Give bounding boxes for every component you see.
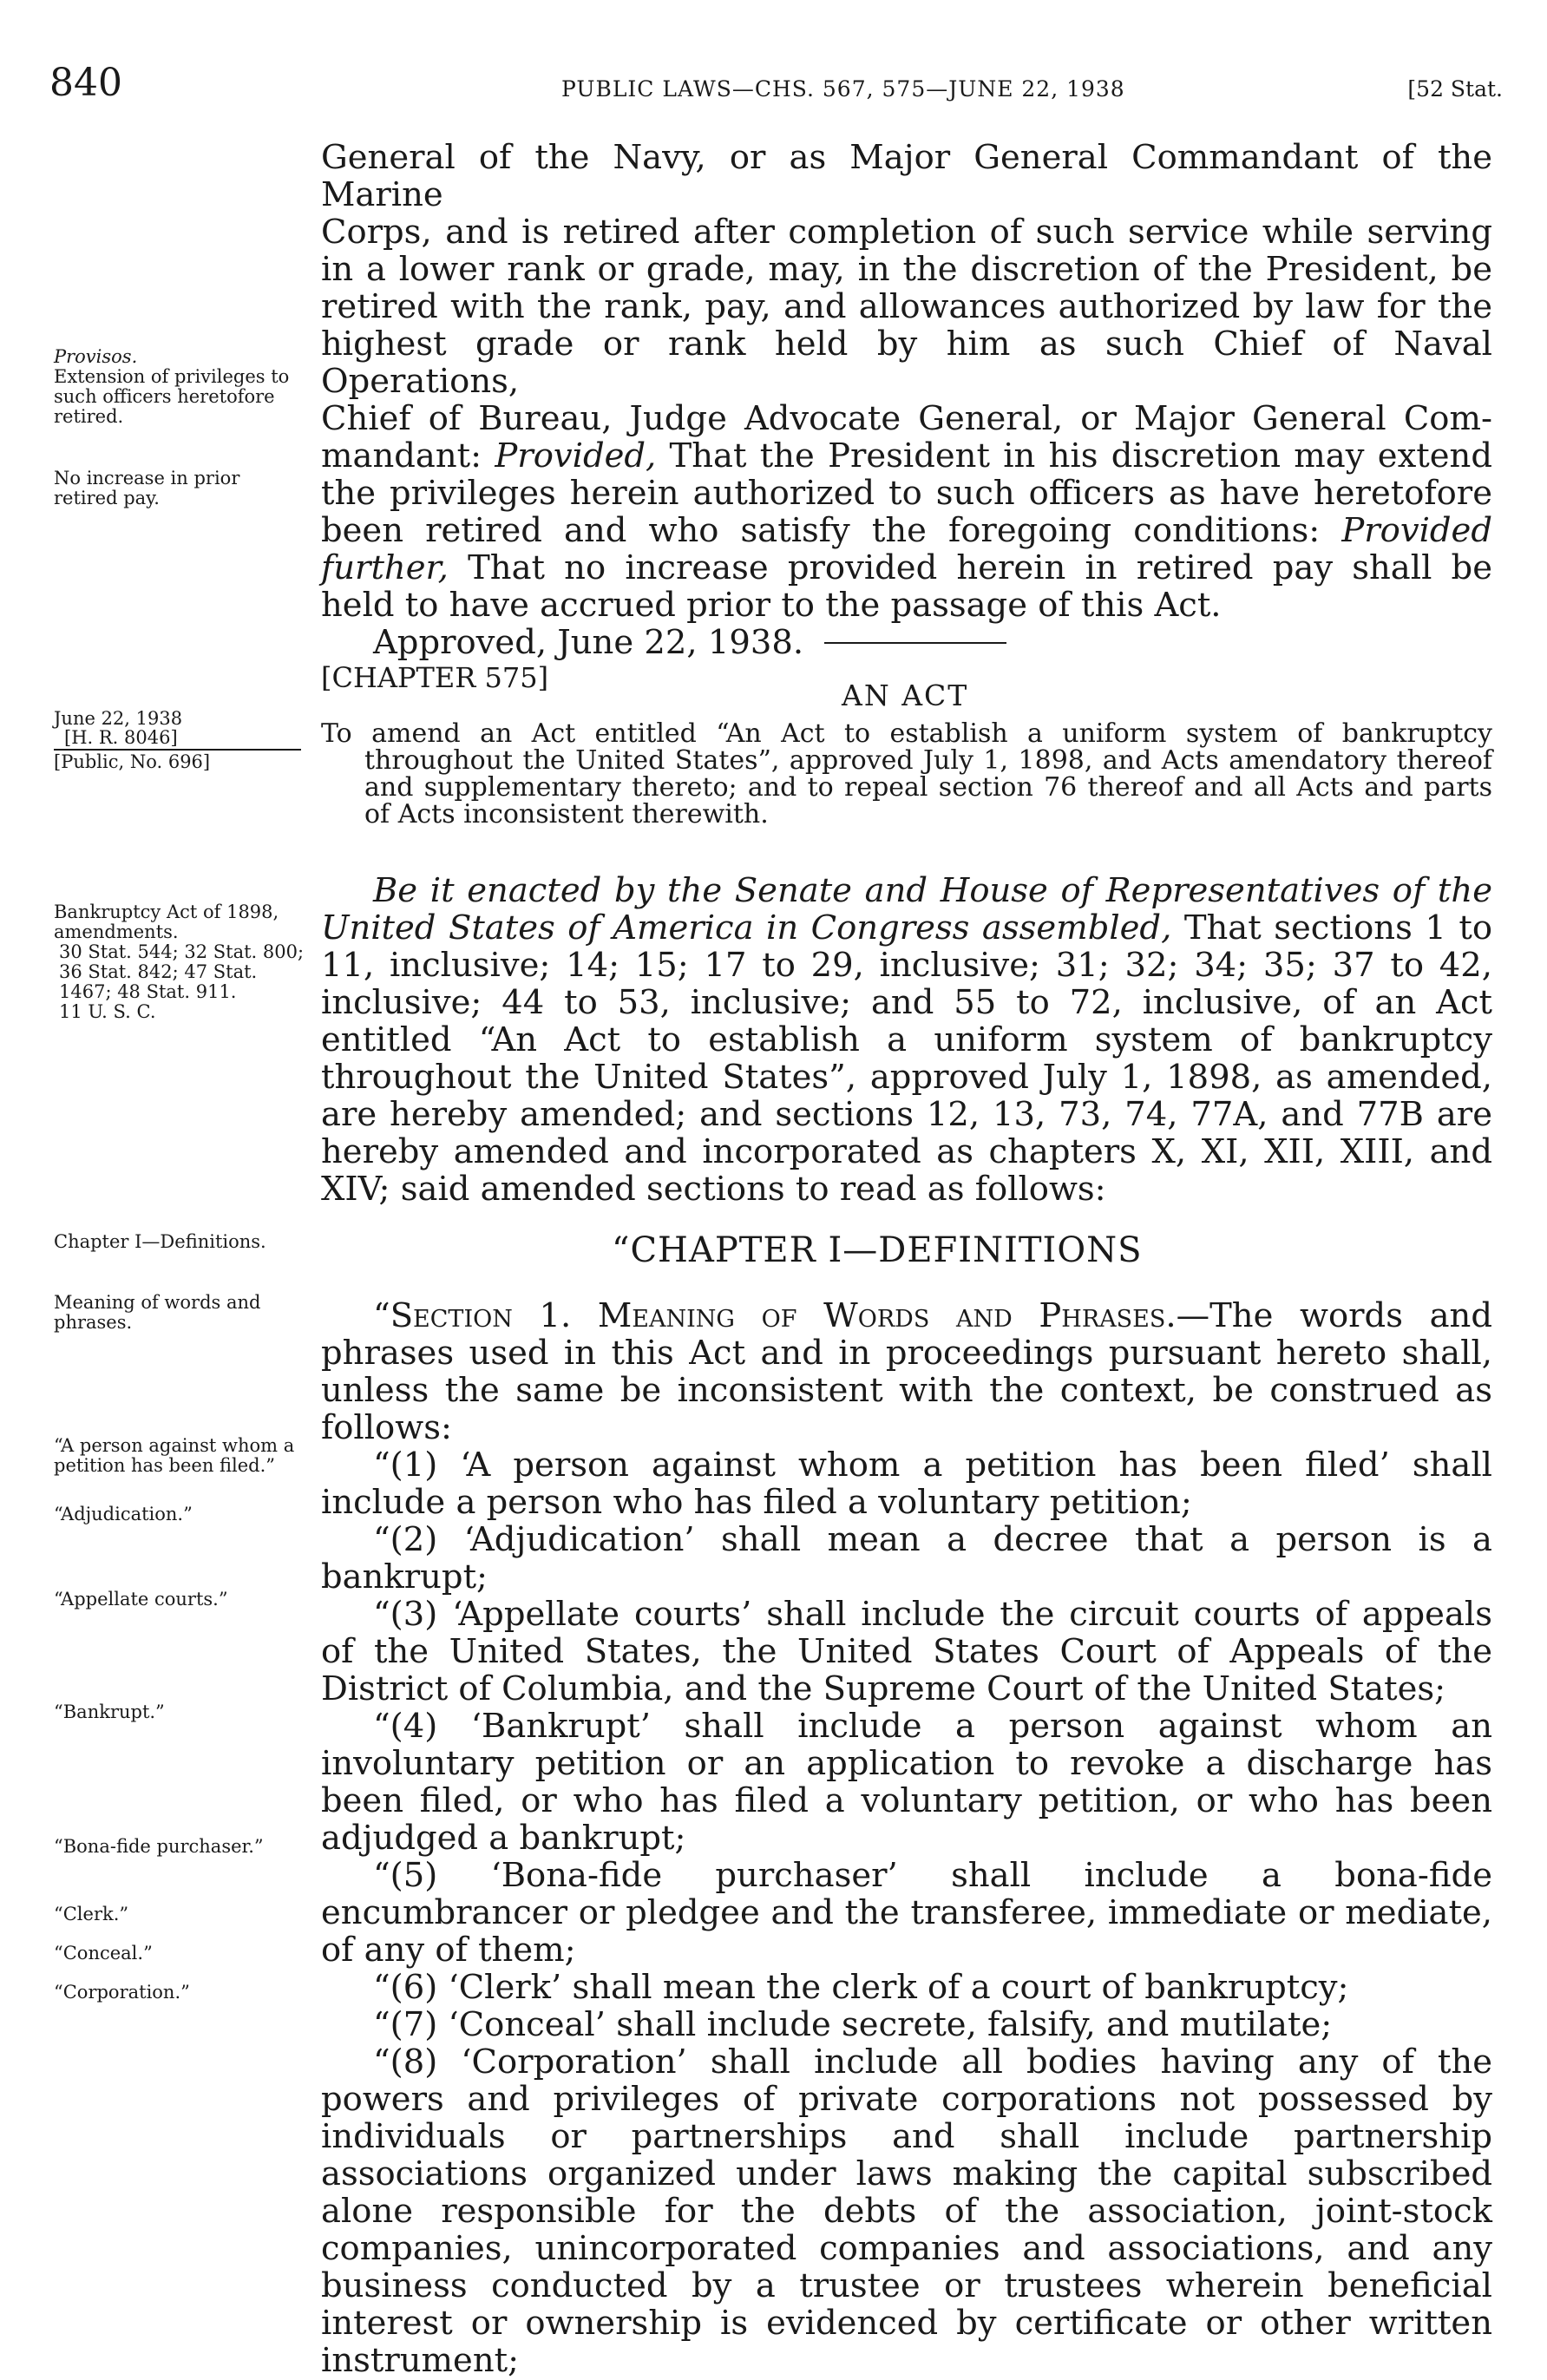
an-act-heading: AN ACT	[842, 679, 969, 712]
definition-item: “(7) ‘Conceal’ shall include secrete, falsify, and mutilate;	[373, 2005, 1333, 2044]
margin-chapter-i	[54, 1232, 305, 1252]
definition-item: “(4) ‘Bankrupt’ shall include a person against whom an involuntary petition or an application to revoke a discharge has been filed, or who has filed a voluntary petition, or who has been adjudged a bankrupt;	[321, 1707, 1492, 1858]
margin-note-bankrupt: “Bankrupt.”	[54, 1701, 165, 1722]
body-line: in a lower rank or grade, may, in the discretion of the President, be	[321, 250, 1492, 289]
margin-note-bonafide: “Bona-fide purchaser.”	[54, 1836, 264, 1857]
margin-note-adjudication: “Adjudication.”	[54, 1504, 193, 1524]
margin-no-increase	[54, 469, 305, 508]
margin-meaning	[54, 1293, 305, 1333]
enacting-body: That sections 1 to 11, inclusive; 14; 15; 17 to 29, inclusive; 31; 32; 34; 35; 37 to 42, inclusive; 44 to 53, inclusive; and 55 to 72, inclusive, of an Act entitled “An Act to establish a uniform system of bankruptcy throughout the United States”, approved July 1, 1898, as amended, are hereby amended; and sections 12, 13, 73, 74, 77A, and 77B are hereby amended and incorporated as chapters X, XI, XII, XIII, and XIV; said amended sections to read as follows:	[321, 908, 1493, 1209]
provided-italic: Provided,	[495, 436, 657, 475]
margin-stat-cites: 30 Stat. 544; 32 Stat. 800; 36 Stat. 842; 47 Stat. 1467; 48 Stat. 911.	[59, 941, 305, 1002]
margin-note-person: “A person against whom a petition has been filed.”	[54, 1435, 295, 1476]
margin-public-law	[54, 752, 305, 772]
body-line: been retired and who satisfy the foregoing conditions: Provided	[321, 511, 1492, 550]
definition-item: “(6) ‘Clerk’ shall mean the clerk of a court of bankruptcy;	[373, 1968, 1349, 2007]
section-divider	[824, 642, 1006, 644]
margin-note-chapter: Chapter I—Definitions.	[54, 1231, 266, 1252]
chapter-label: [CHAPTER 575]	[321, 661, 549, 694]
margin-note-conceal: “Conceal.”	[54, 1943, 153, 1964]
definition-item: “(5) ‘Bona-fide purchaser’ shall include a bona-fide encumbrancer or pledgee and the transferee, immediate or mediate, of any of them;	[321, 1856, 1492, 1970]
section-1-lead: “Section 1. Meaning of Words and Phrases.—The words and phrases used in this Act and in proceedings pursuant hereto shall, unless the same be inconsistent with the context, be construed as follows:	[321, 1296, 1492, 1447]
chapter-heading: “CHAPTER I—DEFINITIONS	[612, 1230, 1143, 1270]
body-line: retired with the rank, pay, and allowances authorized by law for the	[321, 287, 1492, 326]
body-line: the privileges herein authorized to such officers as have heretofore	[321, 474, 1492, 513]
stat-reference: [52 Stat.	[1407, 76, 1503, 102]
definition-item: “(1) ‘A person against whom a petition has been filed’ shall include a person who has filed a voluntary petition;	[321, 1446, 1492, 1522]
margin-note-extension: Extension of privileges to such officers heretofore retired.	[54, 366, 290, 427]
definition-item: “(3) ‘Appellate courts’ shall include the circuit courts of appeals of the United States, the United States Court of Appeals of the District of Columbia, and the Supreme Court of the United States;	[321, 1595, 1492, 1708]
margin-public-number: [Public, No. 696]	[54, 751, 211, 772]
running-title: PUBLIC LAWS—CHS. 567, 575—JUNE 22, 1938	[561, 76, 1125, 102]
body-line: held to have accrued prior to the passage of this Act.	[321, 586, 1222, 625]
body-line: Chief of Bureau, Judge Advocate General, or Major General Com-	[321, 399, 1492, 438]
margin-note-corporation: “Corporation.”	[54, 1982, 190, 2003]
margin-note-clerk: “Clerk.”	[54, 1904, 129, 1924]
definition-item: “(2) ‘Adjudication’ shall mean a decree that a person is a bankrupt;	[321, 1520, 1492, 1597]
enacting-text	[321, 872, 1492, 1208]
margin-adjudication	[54, 1505, 305, 1524]
margin-usc: 11 U. S. C.	[59, 1001, 156, 1022]
further-italic: further,	[321, 548, 449, 587]
margin-note-no-increase: No increase in prior retired pay.	[54, 468, 240, 508]
margin-bankrupt	[54, 1702, 305, 1722]
margin-note-appellate: “Appellate courts.”	[54, 1589, 228, 1610]
continued-section	[321, 139, 1492, 661]
definition-item: “(8) ‘Corporation’ shall include all bodies having any of the powers and privileges of private corporations not possessed by individuals or partnerships and shall include partnership associations organized under laws making the capital subscribed alone responsible for the debts of the association, joint-stock companies, unincorporated companies and associations, and any business conducted by a trustee or trustees wherein beneficial interest or ownership is evidenced by certificate or other written instrument;	[321, 2042, 1492, 2380]
body-line: General of the Navy, or as Major General Commandant of the Marine	[321, 138, 1492, 214]
margin-person	[54, 1436, 305, 1476]
margin-note-provisos: Provisos.	[54, 346, 138, 367]
enacting-italic: Be it enacted by the Senate and House of Representatives of the United States of America in Congress assembled,	[321, 871, 1492, 947]
margin-conceal	[54, 1944, 305, 1964]
margin-bankruptcy-title: Bankruptcy Act of 1898, amendments.	[54, 902, 279, 942]
section-1-heading: Section 1. Meaning of Words and Phrases.	[390, 1296, 1177, 1335]
margin-provisos	[54, 347, 305, 427]
page-header	[49, 61, 1503, 113]
margin-note-meaning: Meaning of words and phrases.	[54, 1292, 261, 1333]
section-1	[321, 1297, 1492, 2379]
act-title-text: To amend an Act entitled “An Act to establish a uniform system of bankruptcy throughout the United States”, approved July 1, 1898, and Acts amendatory thereof and supplementary thereto; and to repeal section 76 thereof and all Acts and parts of Acts inconsistent therewith.	[321, 718, 1492, 829]
approved-line: Approved, June 22, 1938.	[373, 623, 804, 662]
body-line: further, That no increase provided herein in retired pay shall be	[321, 548, 1492, 587]
body-line: highest grade or rank held by him as such Chief of Naval Operations,	[321, 325, 1492, 401]
margin-bill-number: [H. R. 8046]	[64, 727, 178, 748]
margin-rule	[54, 749, 301, 751]
provided-italic: Provided	[1341, 511, 1492, 550]
margin-bill-info	[54, 709, 305, 747]
margin-appellate	[54, 1590, 305, 1610]
margin-bankruptcy	[54, 902, 305, 1022]
margin-bill-date: June 22, 1938	[54, 708, 183, 729]
enacting-clause	[321, 872, 1492, 1208]
body-line: mandant: Provided, That the President in his discretion may extend	[321, 436, 1492, 475]
margin-clerk	[54, 1905, 305, 1924]
body-line: Corps, and is retired after completion of such service while serving	[321, 213, 1492, 252]
margin-bonafide	[54, 1837, 305, 1857]
act-title	[321, 720, 1492, 828]
margin-corporation	[54, 1983, 305, 2003]
page-number: 840	[49, 61, 122, 105]
